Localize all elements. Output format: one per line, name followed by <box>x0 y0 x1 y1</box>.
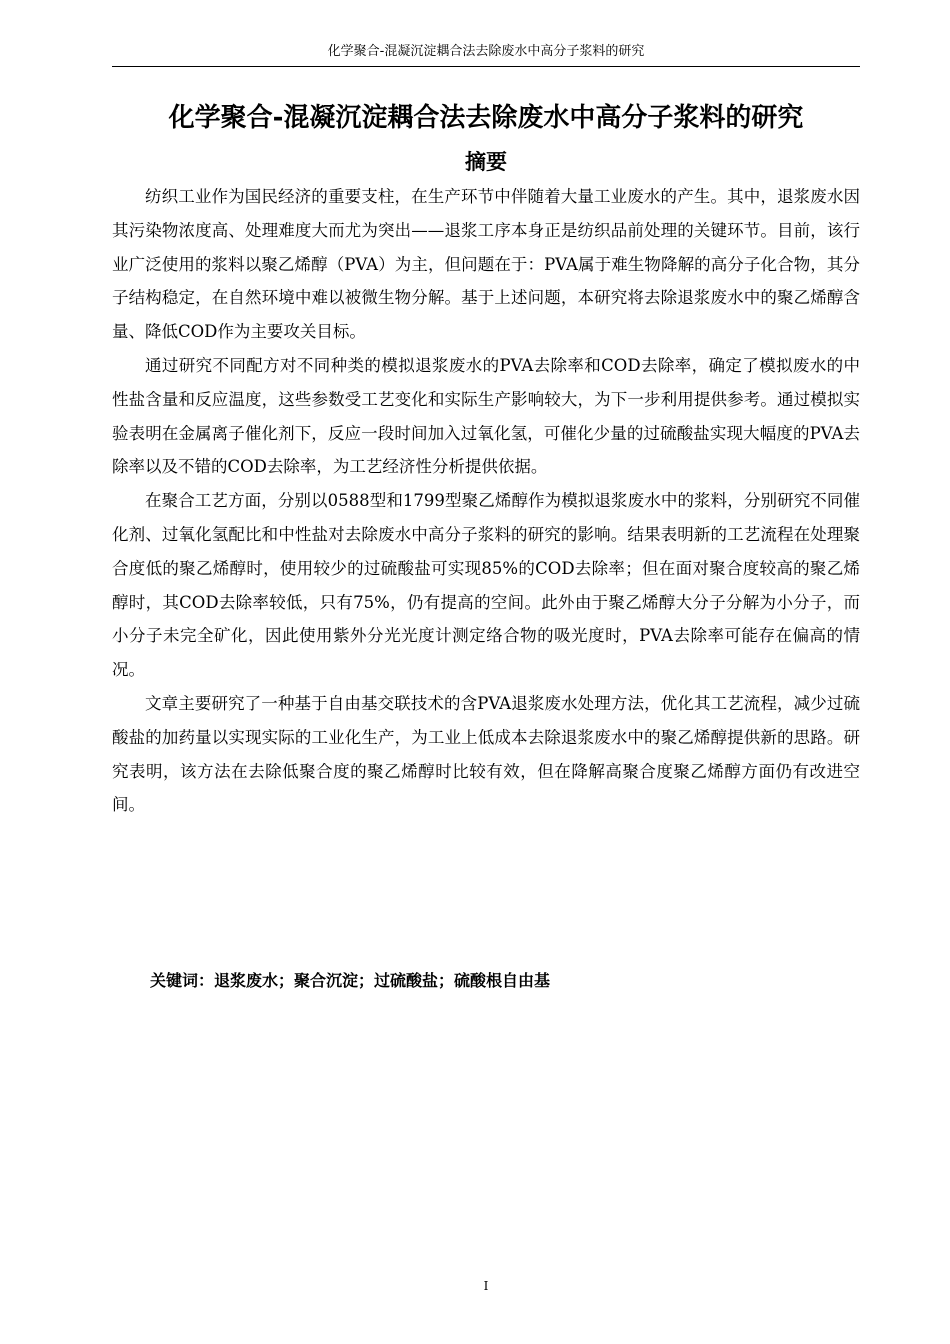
page-number: I <box>483 1279 489 1293</box>
abstract-paragraph: 通过研究不同配方对不同种类的模拟退浆废水的PVA去除率和COD去除率，确定了模拟废水的中性盐含量和反应温度，这些参数受工艺变化和实际生产影响较大，为下一步利用提供参考。通过模拟实验表明在金属离子催化剂下，反应一段时间加入过氧化氢，可催化少量的过硫酸盐实现大幅度的PVA去除率以及不错的COD去除率，为工艺经济性分析提供依据。 <box>112 355 860 477</box>
abstract-paragraph: 纺织工业作为国民经济的重要支柱，在生产环节中伴随着大量工业废水的产生。其中，退浆废水因其污染物浓度高、处理难度大而尤为突出——退浆工序本身正是纺织品前处理的关键环节。目前，该行业广泛使用的浆料以聚乙烯醇（PVA）为主，但问题在于：PVA属于难生物降解的高分子化合物，其分子结构稳定，在自然环境中难以被微生物分解。基于上述问题，本研究将去除退浆废水中的聚乙烯醇含量、降低COD作为主要攻关目标。 <box>112 187 860 342</box>
abstract-body <box>112 180 860 822</box>
header-rule <box>112 66 860 67</box>
paper-title: 化学聚合-混凝沉淀耦合法去除废水中高分子浆料的研究 <box>168 103 804 133</box>
abstract-heading: 摘要 <box>465 150 507 174</box>
abstract-paragraph: 文章主要研究了一种基于自由基交联技术的含PVA退浆废水处理方法，优化其工艺流程，减少过硫酸盐的加药量以实现实际的工业化生产，为工业上低成本去除退浆废水中的聚乙烯醇提供新的思路。研究表明，该方法在去除低聚合度的聚乙烯醇时比较有效，但在降解高聚合度聚乙烯醇方面仍有改进空间。 <box>112 693 860 815</box>
abstract-paragraph: 在聚合工艺方面，分别以0588型和1799型聚乙烯醇作为模拟退浆废水中的浆料，分别研究不同催化剂、过氧化氢配比和中性盐对去除废水中高分子浆料的研究的影响。结果表明新的工艺流程在处理聚合度低的聚乙烯醇时，使用较少的过硫酸盐可实现85%的COD去除率；但在面对聚合度较高的聚乙烯醇时，其COD去除率较低，只有75%，仍有提高的空间。此外由于聚乙烯醇大分子分解为小分子，而小分子未完全矿化，因此使用紫外分光光度计测定络合物的吸光度时，PVA去除率可能存在偏高的情况。 <box>112 491 860 680</box>
keywords: 关键词：退浆废水；聚合沉淀；过硫酸盐；硫酸根自由基 <box>150 971 551 990</box>
running-header: 化学聚合-混凝沉淀耦合法去除废水中高分子浆料的研究 <box>327 44 645 59</box>
